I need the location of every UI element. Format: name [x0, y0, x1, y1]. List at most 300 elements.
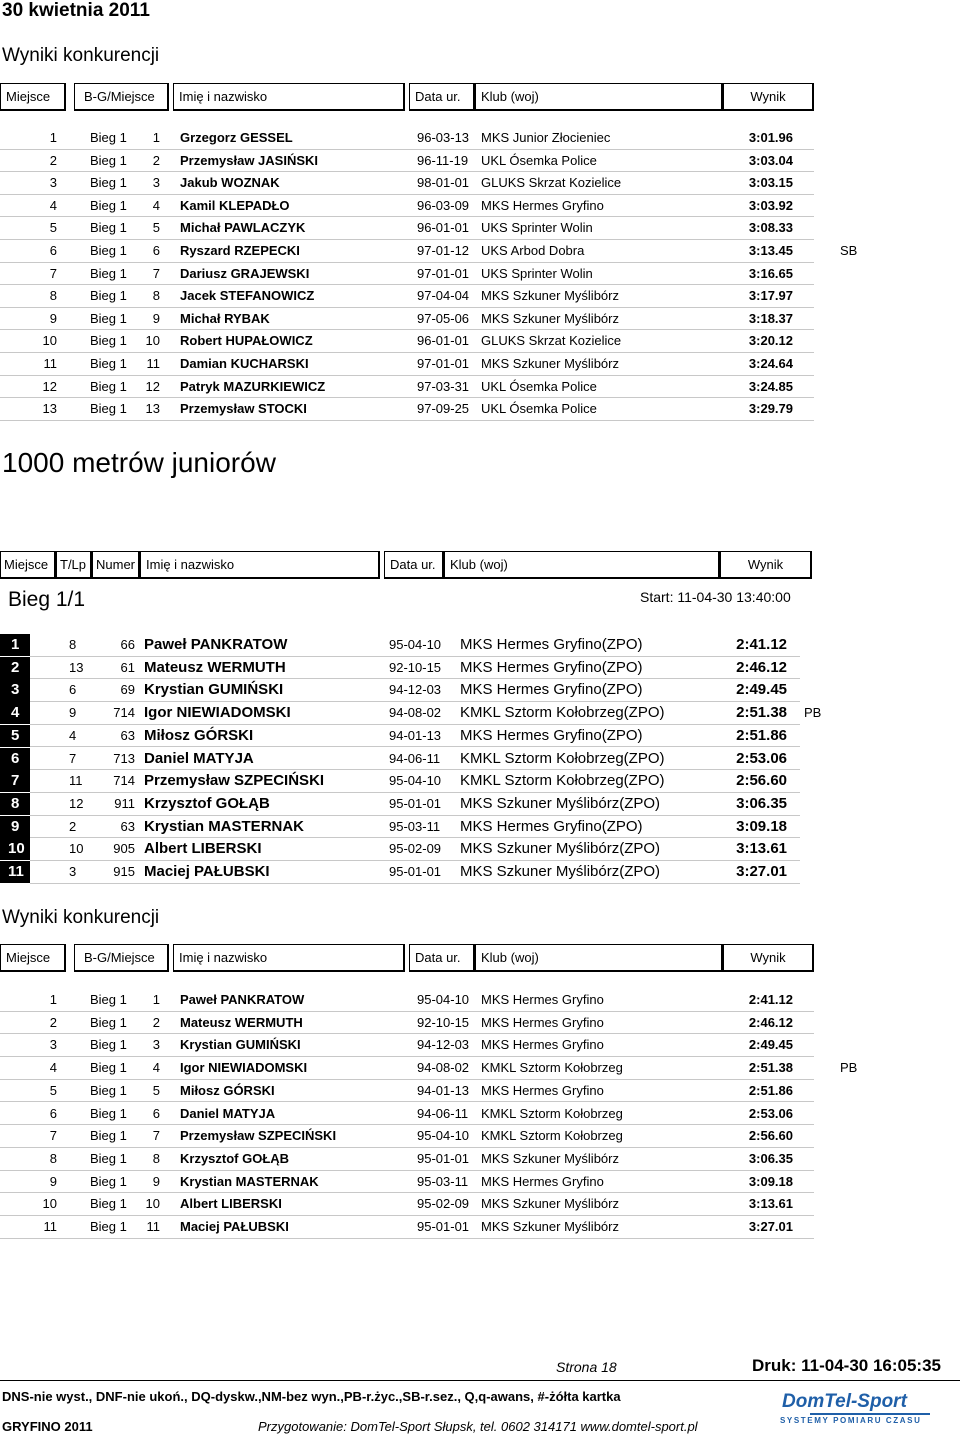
birthdate: 95-01-01	[417, 1219, 470, 1234]
result: 3:27.01	[736, 863, 787, 880]
result: 3:16.65	[748, 265, 793, 281]
heat-place: 1	[152, 130, 160, 145]
heat: Bieg 1	[90, 992, 127, 1007]
col-header-club: Klub (woj)	[475, 83, 723, 111]
table-row	[0, 127, 960, 150]
table-row	[0, 1034, 960, 1057]
lane: 10	[69, 841, 84, 857]
table-row	[0, 263, 960, 286]
footer-legend: DNS-nie wyst., DNF-nie ukoń., DQ-dyskw.,NM-bez wyn.,PB-r.życ.,SB-r.sez., Q,q-awans, #-żółta kartka	[2, 1389, 621, 1404]
bib-number: 911	[114, 795, 135, 811]
col-header-name: Imię i nazwisko	[173, 83, 405, 111]
heat-place: 3	[152, 1037, 160, 1053]
birthdate: 95-04-10	[389, 773, 442, 789]
page-date: 30 kwietnia 2011	[2, 0, 150, 21]
athlete-name: Dariusz GRAJEWSKI	[180, 265, 310, 281]
birthdate: 94-06-11	[417, 1105, 469, 1121]
table-row	[0, 634, 960, 657]
athlete-name: Damian KUCHARSKI	[180, 356, 309, 371]
record-note	[804, 770, 834, 793]
heat-place: 5	[152, 220, 160, 236]
record-note	[804, 861, 834, 884]
club: KMKL Sztorm Kołobrzeg	[481, 1060, 623, 1076]
record-note	[840, 1012, 880, 1035]
club: UKL Ósemka Police	[481, 152, 597, 168]
place: 4	[49, 1060, 57, 1076]
birthdate: 94-12-03	[389, 682, 442, 698]
place: 5	[49, 220, 57, 236]
place: 2	[49, 1014, 57, 1030]
heat: Bieg 1	[90, 333, 127, 349]
row-divider	[0, 420, 814, 421]
table-row	[0, 748, 960, 771]
club: KMKL Sztorm Kołobrzeg(ZPO)	[460, 749, 665, 767]
heat-place: 12	[145, 378, 160, 394]
bib-number: 714	[113, 705, 135, 721]
birthdate: 97-05-06	[417, 310, 470, 326]
result: 3:17.97	[748, 288, 793, 304]
athlete-name: Patryk MAZURKIEWICZ	[180, 378, 326, 394]
col-header-lane: T/Lp	[56, 551, 92, 579]
place: 9	[49, 310, 57, 326]
heat: Bieg 1	[90, 1105, 127, 1121]
birthdate: 95-03-11	[389, 818, 441, 834]
results-title-2: Wyniki konkurencji	[2, 907, 160, 928]
heat-place: 7	[152, 1128, 160, 1144]
birthdate: 94-12-03	[417, 1037, 470, 1053]
result: 2:53.06	[736, 749, 787, 767]
club: UKS Arbod Dobra	[481, 243, 585, 258]
athlete-name: Mateusz WERMUTH	[144, 658, 286, 676]
table-row	[0, 172, 960, 195]
result: 3:27.01	[748, 1219, 793, 1234]
domtel-sport-logo	[780, 1392, 950, 1428]
results-title-1: Wyniki konkurencji	[2, 45, 160, 66]
event-title: 1000 metrów juniorów	[2, 447, 276, 478]
club: UKL Ósemka Police	[481, 401, 597, 417]
birthdate: 98-01-01	[417, 175, 470, 191]
result: 3:08.33	[748, 220, 793, 236]
record-note	[840, 1125, 880, 1148]
athlete-name: Maciej PAŁUBSKI	[180, 1219, 289, 1234]
result: 2:49.45	[748, 1037, 793, 1053]
club: MKS Hermes Gryfino	[481, 1173, 604, 1189]
athlete-name: Przemysław JASIŃSKI	[180, 152, 319, 168]
footer-prepared-by: Przygotowanie: DomTel-Sport Słupsk, tel. 0602 314171 www.domtel-sport.pl	[258, 1419, 698, 1434]
birthdate: 97-09-25	[417, 401, 470, 417]
col-header-number: Numer	[92, 551, 140, 579]
club: GLUKS Skrzat Kozielice	[481, 333, 622, 349]
birthdate: 96-03-09	[417, 197, 470, 213]
place: 2	[49, 152, 57, 168]
birthdate: 94-01-13	[417, 1082, 470, 1098]
athlete-name: Mateusz WERMUTH	[180, 1014, 303, 1030]
results-header-1	[0, 83, 960, 113]
club: MKS Szkuner Myślibórz	[481, 356, 619, 371]
record-note	[840, 398, 880, 421]
table-row	[0, 1216, 960, 1239]
place-badge: 5	[0, 725, 30, 747]
print-timestamp: Druk: 11-04-30 16:05:35	[752, 1356, 942, 1375]
athlete-name: Krzysztof GOŁĄB	[144, 794, 270, 812]
table-row	[0, 1012, 960, 1035]
club: MKS Szkuner Myślibórz	[481, 1150, 619, 1166]
athlete-name: Maciej PAŁUBSKI	[144, 863, 270, 880]
record-note	[840, 127, 880, 150]
place-badge: 2	[0, 657, 30, 679]
birthdate: 94-06-11	[389, 750, 441, 766]
heat: Bieg 1	[90, 220, 127, 236]
place: 1	[49, 130, 57, 145]
birthdate: 97-03-31	[417, 378, 470, 394]
table-row	[0, 793, 960, 816]
table-row	[0, 195, 960, 218]
athlete-name: Albert LIBERSKI	[144, 840, 262, 858]
footer-place: GRYFINO 2011	[2, 1419, 93, 1434]
heat: Bieg 1	[90, 1060, 127, 1076]
club: KMKL Sztorm Kołobrzeg(ZPO)	[460, 704, 665, 722]
record-note	[804, 838, 834, 861]
bib-number: 63	[120, 727, 135, 743]
heat-place: 8	[152, 288, 160, 304]
record-note	[804, 657, 834, 680]
heat-place: 9	[152, 1173, 160, 1189]
result: 2:51.38	[736, 704, 787, 722]
table-row	[0, 702, 960, 725]
bib-number: 915	[113, 864, 135, 879]
heat-place: 3	[152, 175, 160, 191]
place-badge: 6	[0, 748, 30, 770]
record-note	[840, 1148, 880, 1171]
result: 2:53.06	[748, 1105, 793, 1121]
heat-start-time: Start: 11-04-30 13:40:00	[640, 589, 791, 605]
birthdate: 92-10-15	[389, 659, 442, 675]
record-note: PB	[840, 1060, 858, 1076]
record-note	[804, 816, 834, 839]
club: KMKL Sztorm Kołobrzeg	[481, 1128, 623, 1144]
result: 2:46.12	[748, 1014, 793, 1030]
heat-place: 5	[152, 1082, 160, 1098]
result: 3:01.96	[748, 130, 793, 145]
result: 3:20.12	[748, 333, 793, 349]
athlete-name: Miłosz GÓRSKI	[144, 726, 254, 744]
row-divider	[30, 883, 800, 884]
birthdate: 95-02-09	[389, 841, 442, 857]
birthdate: 96-01-01	[417, 333, 470, 349]
table-row	[0, 150, 960, 173]
lane: 2	[69, 818, 77, 834]
result: 3:13.61	[748, 1196, 793, 1212]
record-note	[804, 679, 834, 702]
col-header-result: Wynik	[723, 944, 814, 972]
club: MKS Szkuner Myślibórz	[481, 288, 619, 304]
record-note	[840, 989, 880, 1012]
birthdate: 97-01-12	[417, 243, 470, 258]
heat: Bieg 1	[90, 265, 127, 281]
col-header-club: Klub (woj)	[444, 551, 720, 579]
record-note	[840, 330, 880, 353]
result: 3:13.45	[748, 243, 793, 258]
place: 11	[43, 356, 57, 371]
club: MKS Szkuner Myślibórz	[481, 310, 619, 326]
result: 3:03.04	[748, 152, 793, 168]
place: 5	[49, 1082, 57, 1098]
birthdate: 97-01-01	[417, 265, 470, 281]
table-row	[0, 217, 960, 240]
heat-place: 8	[152, 1150, 160, 1166]
place: 12	[42, 378, 57, 394]
birthdate: 96-03-13	[417, 130, 470, 145]
birthdate: 95-01-01	[417, 1150, 470, 1166]
table-row	[0, 838, 960, 861]
heat-place: 13	[145, 401, 160, 417]
table-row	[0, 1125, 960, 1148]
heat-place: 7	[152, 265, 160, 281]
bib-number: 63	[120, 818, 135, 834]
table-row	[0, 376, 960, 399]
club: MKS Szkuner Myślibórz	[481, 1219, 619, 1234]
table-row	[0, 398, 960, 421]
record-note	[840, 1103, 880, 1126]
table-row	[0, 1103, 960, 1126]
heat-place: 2	[152, 152, 160, 168]
table-row	[0, 1080, 960, 1103]
table-row	[0, 308, 960, 331]
birthdate: 94-08-02	[389, 705, 442, 721]
club: MKS Hermes Gryfino	[481, 992, 604, 1007]
place: 4	[49, 197, 57, 213]
table-row	[0, 861, 960, 884]
footer-divider	[0, 1380, 960, 1381]
result: 3:13.61	[736, 840, 787, 858]
athlete-name: Robert HUPAŁOWICZ	[180, 333, 313, 349]
heat-place: 9	[152, 310, 160, 326]
record-note	[840, 1193, 880, 1216]
record-note	[840, 1171, 880, 1194]
lane: 13	[69, 659, 84, 675]
club: MKS Hermes Gryfino	[481, 197, 604, 213]
athlete-name: Ryszard RZEPECKI	[180, 243, 300, 258]
record-note	[840, 285, 880, 308]
place-badge: 3	[0, 679, 30, 701]
bib-number: 66	[120, 637, 135, 652]
athlete-name: Krystian MASTERNAK	[144, 817, 305, 835]
result: 3:06.35	[736, 794, 787, 812]
col-header-birthdate: Data ur.	[409, 944, 475, 972]
heat: Bieg 1	[90, 1150, 127, 1166]
record-note	[804, 634, 834, 657]
birthdate: 92-10-15	[417, 1014, 470, 1030]
col-header-birthdate: Data ur.	[409, 83, 475, 111]
place: 13	[42, 401, 57, 417]
place: 6	[49, 243, 57, 258]
club: MKS Szkuner Myślibórz(ZPO)	[460, 794, 661, 812]
heat: Bieg 1	[90, 1219, 127, 1234]
club: MKS Hermes Gryfino(ZPO)	[460, 681, 643, 699]
athlete-name: Daniel MATYJA	[180, 1105, 276, 1121]
heat: Bieg 1	[90, 401, 127, 417]
record-note	[804, 793, 834, 816]
club: UKS Sprinter Wolin	[481, 220, 593, 236]
col-header-place: Miejsce	[0, 551, 56, 579]
club: MKS Junior Złocieniec	[481, 130, 611, 145]
result: 2:56.60	[736, 772, 787, 790]
athlete-name: Krystian MASTERNAK	[180, 1173, 319, 1189]
athlete-name: Miłosz GÓRSKI	[180, 1082, 275, 1098]
logo-tagline: SYSTEMY POMIARU CZASU	[780, 1416, 922, 1425]
birthdate: 94-01-13	[389, 727, 442, 743]
heat: Bieg 1	[90, 1037, 127, 1053]
heat: Bieg 1	[90, 1173, 127, 1189]
birthdate: 95-04-10	[417, 992, 470, 1007]
place: 9	[49, 1173, 57, 1189]
record-note	[840, 1080, 880, 1103]
heat: Bieg 1	[90, 1128, 127, 1144]
col-header-heat-place: B-G/Miejsce	[74, 83, 169, 111]
result: 3:03.92	[748, 197, 793, 213]
result: 3:09.18	[736, 817, 787, 835]
record-note	[840, 353, 880, 376]
club: MKS Hermes Gryfino	[481, 1014, 604, 1030]
bib-number: 61	[120, 659, 135, 675]
col-header-name: Imię i nazwisko	[140, 551, 380, 579]
table-row	[0, 679, 960, 702]
heat: Bieg 1	[90, 378, 127, 394]
heat-place: 11	[146, 356, 160, 371]
lane: 9	[69, 705, 77, 721]
col-header-heat-place: B-G/Miejsce	[74, 944, 169, 972]
col-header-name: Imię i nazwisko	[173, 944, 405, 972]
col-header-result: Wynik	[723, 83, 814, 111]
athlete-name: Grzegorz GESSEL	[180, 130, 293, 145]
col-header-place: Miejsce	[0, 83, 66, 111]
place-badge: 1	[0, 634, 30, 656]
table-row	[0, 657, 960, 680]
athlete-name: Kamil KLEPADŁO	[180, 197, 290, 213]
result: 2:51.38	[748, 1060, 793, 1076]
birthdate: 97-01-01	[417, 356, 470, 371]
record-note	[840, 150, 880, 173]
heat: Bieg 1	[90, 1014, 127, 1030]
result: 3:18.37	[748, 310, 793, 326]
heat-place: 11	[146, 1219, 160, 1234]
bib-number: 713	[113, 750, 135, 766]
table-row	[0, 1171, 960, 1194]
place-badge: 11	[0, 861, 30, 883]
heat: Bieg 1	[90, 152, 127, 168]
heat-place: 6	[152, 1105, 160, 1121]
heat-place: 4	[152, 1060, 160, 1076]
club: MKS Szkuner Myślibórz(ZPO)	[460, 863, 661, 880]
record-note: PB	[804, 705, 822, 721]
heat: Bieg 1	[90, 356, 127, 371]
place: 7	[49, 1128, 57, 1144]
lane: 3	[69, 864, 77, 879]
lane: 12	[69, 795, 84, 811]
birthdate: 95-01-01	[389, 864, 442, 879]
record-note	[840, 263, 880, 286]
club: MKS Hermes Gryfino	[481, 1082, 604, 1098]
table-row	[0, 353, 960, 376]
athlete-name: Paweł PANKRATOW	[144, 636, 288, 653]
athlete-name: Paweł PANKRATOW	[180, 992, 305, 1007]
result: 2:49.45	[736, 681, 787, 699]
place: 10	[42, 1196, 57, 1212]
athlete-name: Przemysław STOCKI	[180, 401, 307, 417]
athlete-name: Jakub WOZNAK	[180, 175, 280, 191]
athlete-name: Albert LIBERSKI	[180, 1196, 282, 1212]
club: UKS Sprinter Wolin	[481, 265, 593, 281]
heat-place: 6	[152, 243, 160, 258]
heat-place: 1	[152, 992, 160, 1007]
club: MKS Hermes Gryfino(ZPO)	[460, 726, 643, 744]
table-row	[0, 1148, 960, 1171]
record-note	[804, 725, 834, 748]
place: 3	[49, 1037, 57, 1053]
club: GLUKS Skrzat Kozielice	[481, 175, 622, 191]
place: 7	[49, 265, 57, 281]
table-row	[0, 285, 960, 308]
lane: 8	[69, 637, 77, 652]
club: MKS Hermes Gryfino	[481, 1037, 604, 1053]
athlete-name: Daniel MATYJA	[144, 749, 254, 767]
heat: Bieg 1	[90, 130, 127, 145]
row-divider	[0, 1238, 814, 1239]
birthdate: 95-04-10	[417, 1128, 470, 1144]
athlete-name: Igor NIEWIADOMSKI	[180, 1060, 308, 1076]
table-row	[0, 330, 960, 353]
result: 3:29.79	[748, 401, 793, 417]
place: 8	[49, 1150, 57, 1166]
place-badge: 7	[0, 770, 30, 792]
birthdate: 96-01-01	[417, 220, 470, 236]
club: MKS Hermes Gryfino(ZPO)	[460, 636, 643, 653]
place: 3	[49, 175, 57, 191]
place: 11	[43, 1219, 57, 1234]
athlete-name: Igor NIEWIADOMSKI	[144, 704, 291, 722]
logo-swoosh	[810, 1413, 930, 1415]
table-row	[0, 770, 960, 793]
col-header-club: Klub (woj)	[475, 944, 723, 972]
club: UKL Ósemka Police	[481, 378, 597, 394]
col-header-birthdate: Data ur.	[384, 551, 444, 579]
birthdate: 96-11-19	[417, 152, 469, 168]
birthdate: 95-03-11	[417, 1173, 469, 1189]
heat: Bieg 1	[90, 175, 127, 191]
col-header-result: Wynik	[720, 551, 812, 579]
club: MKS Szkuner Myślibórz(ZPO)	[460, 840, 661, 858]
result: 3:24.85	[748, 378, 793, 394]
heat-place: 10	[145, 1196, 160, 1212]
lane: 6	[69, 682, 77, 698]
table-row	[0, 1193, 960, 1216]
result: 3:09.18	[748, 1173, 793, 1189]
result: 2:46.12	[736, 658, 787, 676]
club: KMKL Sztorm Kołobrzeg	[481, 1105, 623, 1121]
club: MKS Szkuner Myślibórz	[481, 1196, 619, 1212]
table-row	[0, 989, 960, 1012]
record-note	[840, 308, 880, 331]
place: 6	[49, 1105, 57, 1121]
club: MKS Hermes Gryfino(ZPO)	[460, 658, 643, 676]
lane: 4	[69, 727, 77, 743]
col-header-place: Miejsce	[0, 944, 66, 972]
bib-number: 69	[120, 682, 135, 698]
heat: Bieg 1	[90, 1082, 127, 1098]
record-note	[840, 1034, 880, 1057]
table-row	[0, 725, 960, 748]
record-note	[840, 376, 880, 399]
